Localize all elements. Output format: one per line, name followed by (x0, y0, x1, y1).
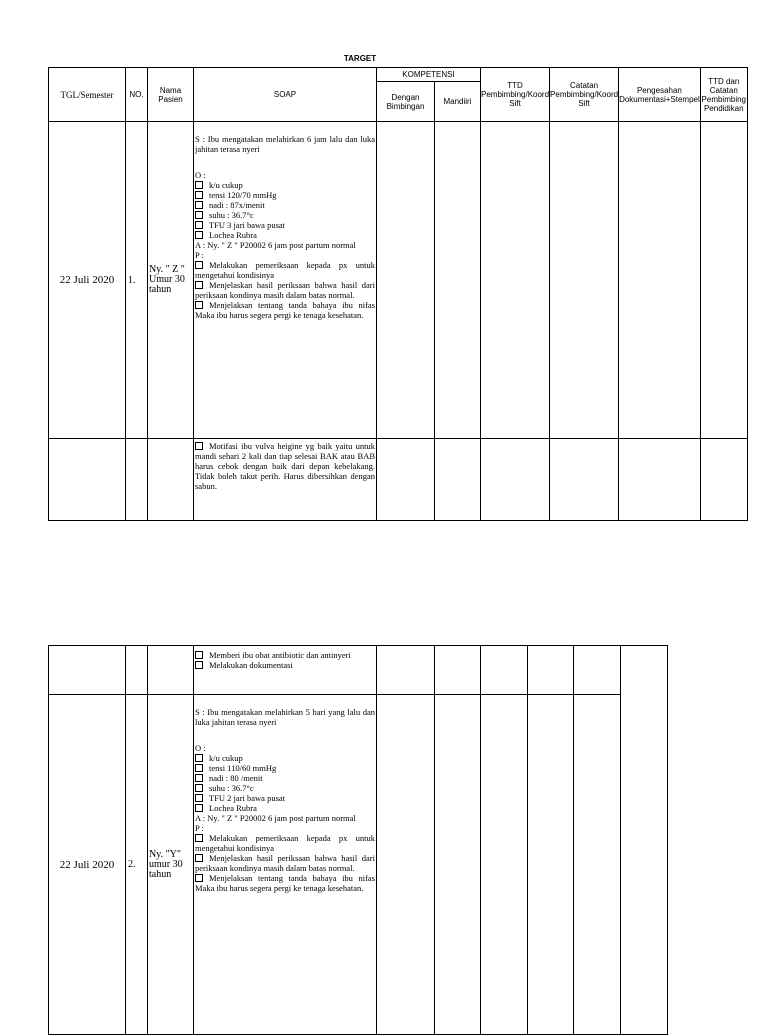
soap-plan-label: P : (195, 823, 204, 833)
header-soap: SOAP (194, 68, 377, 122)
header-kompetensi: KOMPETENSI (377, 68, 481, 82)
header-no: NO. (126, 68, 148, 122)
soap-cell (194, 122, 377, 439)
page-title: TARGET (343, 54, 377, 63)
checkbox-icon (195, 774, 203, 782)
table-row (49, 695, 668, 1035)
checkbox-icon (195, 191, 203, 199)
row-number: 2. (126, 695, 148, 1035)
checkbox-icon (195, 874, 203, 882)
checkbox-icon (195, 221, 203, 229)
soap-cell (194, 695, 377, 1035)
obs-tensi: tensi 120/70 mmHg (209, 190, 277, 200)
row-date: 22 Juli 2020 (49, 122, 126, 439)
soap-plan-label: P : (195, 250, 204, 260)
obs-suhu: suhu : 36.7°c (209, 210, 254, 220)
soap-objective-label: O : (195, 170, 206, 180)
target-table-2 (48, 645, 668, 1035)
checkbox-icon (195, 261, 203, 269)
obs-suhu: suhu : 36.7°c (209, 783, 254, 793)
checkbox-icon (195, 764, 203, 772)
soap-objective-label: O : (195, 743, 206, 753)
checkbox-icon (195, 784, 203, 792)
plan-1: Melakukan pemeriksaan kepada px untuk mengetahui kondisinya (195, 260, 375, 280)
table-row (49, 646, 668, 695)
soap-assessment: A : Ny. " Z " P20002 6 jam post partum normal (195, 240, 356, 250)
row-date: 22 Juli 2020 (49, 695, 126, 1035)
plan-6: Melakukan dokumentasi (209, 660, 293, 670)
row-patient: Ny. "Y" umur 30 tahun (148, 695, 194, 1035)
header-tgl: TGL/Semester (49, 68, 126, 122)
header-catatan: Catatan Pembimbing/Koord Sift (550, 68, 619, 122)
obs-tfu: TFU 2 jari bawa pusat (209, 793, 286, 803)
soap-cell (194, 646, 377, 695)
header-ttd: TTD Pembimbing/Koord Sift (481, 68, 550, 122)
checkbox-icon (195, 231, 203, 239)
plan-4: Motifasi ibu vulva heigine yg baik yaitu untuk mandi sehari 2 kali dan tiap selesai BAK atau BAB harus cebok dengan baik dari depan kebelakang. Tidak boleh takut perih. Harus dibersihkan dengan sabun. (195, 441, 375, 491)
checkbox-icon (195, 804, 203, 812)
plan-2: Menjelaskan hasil periksaan bahwa hasil dari periksaan kondinya masih dalam batas normal. (195, 853, 375, 873)
obs-nadi: nadi : 80 /menit (209, 773, 263, 783)
header-mandiri: Mandiiri (435, 82, 481, 122)
soap-subjective: S : Ibu mengatakan melahirkan 6 jam lalu dan luka jahitan terasa nyeri (195, 134, 375, 154)
checkbox-icon (195, 201, 203, 209)
checkbox-icon (195, 854, 203, 862)
obs-ku: k/u cukup (209, 753, 243, 763)
checkbox-icon (195, 661, 203, 669)
row-patient: Ny. " Z " Umur 30 tahun (148, 122, 194, 439)
soap-assessment: A : Ny. " Z " P20002 6 jam post partum normal (195, 813, 356, 823)
checkbox-icon (195, 301, 203, 309)
header-pengesahan: Pengesahan Dokumentasi+Stempel (619, 68, 701, 122)
soap-cell (194, 439, 377, 521)
plan-2: Menjelaskan hasil periksaan bahwa hasil dari periksaan kondinya masih dalam batas normal. (195, 280, 375, 300)
plan-3: Menjelaksan tentang tanda bahaya ibu nifas Maka ibu harus segera pergi ke tenaga kesehatan. (195, 873, 375, 893)
table-row (49, 439, 748, 521)
table-row (49, 122, 748, 439)
plan-5: Memberi ibu obat antibiotic dan antinyeri (209, 650, 351, 660)
checkbox-icon (195, 211, 203, 219)
checkbox-icon (195, 281, 203, 289)
obs-tfu: TFU 3 jari bawa pusat (209, 220, 286, 230)
obs-nadi: nadi : 87x/menit (209, 200, 265, 210)
obs-tensi: tensi 110/60 mmHg (209, 763, 277, 773)
obs-ku: k/u cukup (209, 180, 243, 190)
header-ttd-pendidikan: TTD dan Catatan Pembimbing Pendidikan (700, 68, 747, 122)
plan-3: Menjelaksan tentang tanda bahaya ibu nifas Maka ibu harus segera pergi ke tenaga kesehatan. (195, 300, 375, 320)
target-table-1 (48, 67, 748, 521)
checkbox-icon (195, 754, 203, 762)
soap-subjective: S : Ibu mengatakan melahirkan 5 hari yang lalu dan luka jahitan terasa nyeri (195, 707, 375, 727)
header-dengan-bimbingan: Dengan Bimbingan (377, 82, 435, 122)
checkbox-icon (195, 442, 203, 450)
obs-lochea: Lochea Rubra (209, 230, 257, 240)
checkbox-icon (195, 794, 203, 802)
row-number: 1. (126, 122, 148, 439)
plan-1: Melakukan pemeriksaan kepada px untuk mengetahui kondisinya (195, 833, 375, 853)
header-nama-pasien: Nama Pasien (148, 68, 194, 122)
obs-lochea: Lochea Rubra (209, 803, 257, 813)
checkbox-icon (195, 651, 203, 659)
checkbox-icon (195, 834, 203, 842)
checkbox-icon (195, 181, 203, 189)
